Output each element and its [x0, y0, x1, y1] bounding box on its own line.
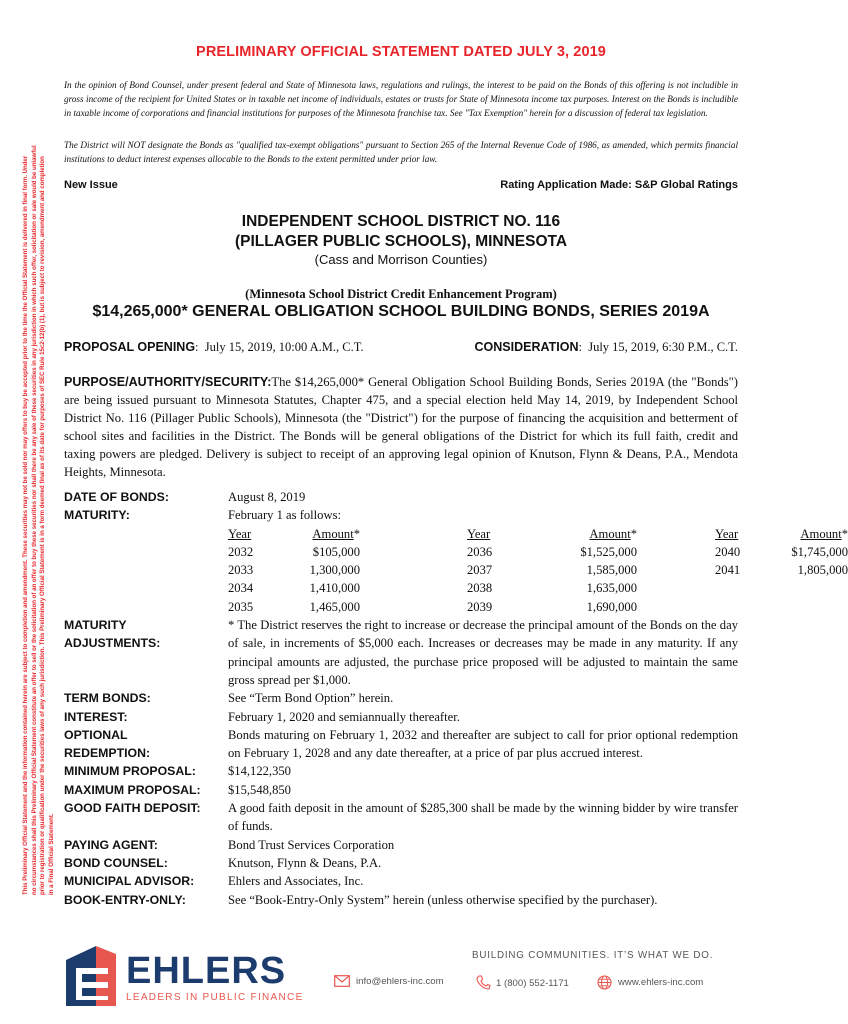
label-line: REDEMPTION:	[64, 746, 151, 761]
contact-phone[interactable]	[476, 975, 569, 991]
term-value: Knutson, Flynn & Deans, P.A.	[228, 855, 382, 870]
maturity-amount	[760, 579, 848, 597]
designation-paragraph: The District will NOT designate the Bonds as "qualified tax-exempt obligations" pursuant to Section 265 of the Internal Revenue Code of 1986, as amended, which permits financial institutions to deduct interest expenses allocable to the Bonds to the extent permitted under prior law.	[64, 140, 738, 164]
purpose-text: The $14,265,000* General Obligation School Building Bonds, Series 2019A (the "Bonds") are being issued pursuant to Minnesota Statutes, Chapter 475, and a special election held May 14, 2019, by Independent School District No. 116 (Pillager Public Schools), Minnesota (the "District") for the purpose of financing the acquisition and betterment of school sites and facilities in the District. The Bonds will be general obligations of the District for which its full faith, credit and taxing powers are pledged. Delivery is subject to receipt of an approving legal opinion of Knutson, Flynn & Deans, P.A., Mendota Heights, Minnesota.	[64, 375, 738, 479]
term-label: BOOK-ENTRY-ONLY:	[64, 892, 186, 907]
building-logo-icon	[64, 944, 122, 1006]
term-label: DATE OF BONDS:	[64, 490, 169, 504]
spacer	[360, 543, 467, 561]
term-label	[64, 616, 228, 689]
consideration-label: CONSIDERATION	[474, 340, 579, 354]
maturity-header-cell: Amount*	[589, 526, 637, 541]
issue-rating-row	[64, 179, 738, 191]
maturity-header-cell: Amount*	[312, 526, 360, 541]
maturity-header-cell	[715, 525, 760, 543]
globe-icon	[597, 975, 612, 990]
maturity-year-header: Year	[467, 526, 491, 541]
maturity-year: 2035	[228, 599, 254, 614]
disclaimer-line: no circumstances shall this Preliminary Official Statement constitute an offer to sell or the solicitation of an offer to buy these securities nor shall there be any sale of these securities in any jurisdiction in which such offer, solicitation or sale would be unlawful	[30, 145, 38, 895]
purpose-label: PURPOSE/AUTHORITY/SECURITY:	[64, 375, 272, 389]
term-row	[64, 854, 738, 872]
maturity-table	[228, 525, 848, 616]
term-label: PAYING AGENT:	[64, 837, 158, 852]
consideration: CONSIDERATION: July 15, 2019, 6:30 P.M., C.T.	[474, 340, 738, 354]
term-row	[64, 708, 738, 726]
slogan: BUILDING COMMUNITIES. IT’S WHAT WE DO.	[472, 950, 714, 961]
term-label: MATURITY:	[64, 508, 130, 523]
disclaimer-line: prior to registration or qualification under the securities laws of any such jurisdiction. This Preliminary Official Statement is in a form deemed final as of its date for purposes of SEC Rule 15c2-12(b) (1), but is subject to revision, amendment and completion	[39, 156, 47, 895]
maturity-amount: 1,805,000	[797, 563, 848, 578]
term-row	[64, 799, 738, 836]
term-value: * The District reserves the right to increase or decrease the principal amount of the Bonds on the day of sale, in increments of $5,000 each. Increases or decreases may be made in any maturity. If any principal amounts are adjusted, the purchase price proposed will be adjusted to maintain the same gross spread per $1,000.	[228, 618, 738, 687]
term-value: A good faith deposit in the amount of $285,300 shall be made by the winning bidder by wire transfer of funds.	[228, 801, 738, 834]
maturity-year: 2034	[228, 581, 254, 596]
maturity-amount: 1,585,000	[586, 563, 637, 578]
disclaimer-line: This Preliminary Official Statement and the information contained herein are subject to completion and amendment. These securities may not be sold nor may offers to buy be accepted prior to the time the Official Statement is delivered in final form. Under	[22, 155, 29, 895]
term-value: $14,122,350	[228, 764, 291, 779]
label-line: MATURITY	[64, 618, 127, 633]
term-label: GOOD FAITH DEPOSIT:	[64, 801, 201, 816]
term-label: MINIMUM PROPOSAL:	[64, 764, 196, 779]
phone-icon	[476, 975, 490, 991]
consideration-value: July 15, 2019, 6:30 P.M., C.T.	[588, 340, 738, 354]
spacer	[360, 525, 467, 543]
spacer	[637, 561, 715, 579]
maturity-year: 2039	[467, 599, 493, 614]
maturity-amount	[760, 598, 848, 616]
maturity-amount-header: Amount	[800, 526, 842, 541]
term-label: MAXIMUM PROPOSAL:	[64, 782, 201, 797]
maturity-amount: 1,300,000	[309, 563, 360, 578]
maturity-header-cell	[467, 525, 522, 543]
term-value: Bond Trust Services Corporation	[228, 837, 395, 852]
term-value: Ehlers and Associates, Inc.	[228, 874, 364, 889]
term-value: See “Book-Entry-Only System” herein (unless otherwise specified by the purchaser).	[228, 892, 658, 907]
logo-wordmark: EHLERS	[126, 950, 287, 992]
spacer	[360, 579, 467, 597]
term-label: MUNICIPAL ADVISOR:	[64, 874, 195, 889]
spacer	[637, 543, 715, 561]
term-row	[64, 891, 738, 909]
spacer	[637, 525, 715, 543]
contact-website[interactable]	[597, 975, 703, 990]
sale-schedule	[64, 340, 738, 355]
proposal-opening-value: July 15, 2019, 10:00 A.M., C.T.	[204, 340, 364, 354]
term-value: February 1 as follows:	[228, 508, 341, 523]
term-label: INTEREST:	[64, 709, 128, 724]
term-row	[64, 506, 738, 524]
term-row	[64, 689, 738, 707]
maturity-year: 2037	[467, 563, 493, 578]
issuer-counties: (Cass and Morrison Counties)	[314, 252, 488, 267]
maturity-year	[715, 579, 760, 597]
maturity-year	[715, 598, 760, 616]
maturity-amount-header: Amount	[312, 526, 354, 541]
term-row	[64, 616, 738, 689]
maturity-year: 2041	[715, 563, 741, 578]
ehlers-logo	[64, 938, 304, 1010]
term-row	[64, 781, 738, 799]
disclaimer-line: in a Final Official Statement.	[47, 813, 55, 895]
spacer	[360, 598, 467, 616]
maturity-year: 2040	[715, 544, 741, 559]
website-link[interactable]: www.ehlers-inc.com	[618, 977, 704, 988]
program-name: (Minnesota School District Credit Enhancement Program)	[245, 287, 557, 301]
maturity-header-cell: Amount*	[800, 526, 848, 541]
maturity-amount: $1,525,000	[580, 544, 637, 559]
term-row	[64, 726, 738, 763]
spacer	[637, 598, 715, 616]
proposal-opening: PROPOSAL OPENING: July 15, 2019, 10:00 A.M., C.T.	[64, 340, 364, 354]
bond-terms	[64, 488, 848, 909]
term-row	[64, 836, 738, 854]
proposal-opening-label: PROPOSAL OPENING	[64, 340, 196, 354]
term-row	[64, 488, 738, 506]
term-label: TERM BONDS:	[64, 691, 151, 706]
email-link[interactable]: info@ehlers-inc.com	[356, 975, 444, 987]
envelope-icon	[334, 975, 350, 987]
maturity-amount: $1,745,000	[791, 544, 848, 559]
maturity-year: 2036	[467, 544, 493, 559]
tax-opinion-paragraph: In the opinion of Bond Counsel, under present federal and State of Minnesota laws, regulations and rulings, the interest to be paid on the Bonds of this offering is not includible in gross income of the recipient for United States or in taxable net income of individuals, estates or trusts for State of Minnesota income tax purposes. Interest on the Bonds is includible in taxable income of corporations and financial institutions for purposes of the Minnesota franchise tax. See "Tax Exemption" herein for a discussion of federal tax legislation.	[64, 80, 738, 118]
term-value: August 8, 2019	[228, 490, 306, 504]
issuer-name: INDEPENDENT SCHOOL DISTRICT NO. 116	[241, 213, 561, 230]
maturity-amount: 1,635,000	[586, 581, 637, 596]
issuer-subname: (PILLAGER PUBLIC SCHOOLS), MINNESOTA	[234, 233, 568, 250]
term-value: $15,548,850	[228, 782, 291, 797]
bond-title: $14,265,000* GENERAL OBLIGATION SCHOOL BUILDING BONDS, SERIES 2019A	[92, 303, 710, 320]
phone-number[interactable]: 1 (800) 552-1171	[496, 977, 569, 989]
maturity-amount-header: Amount	[589, 526, 631, 541]
footer	[0, 930, 770, 1024]
disclaimer-text	[22, 45, 56, 895]
rating-note: Rating Application Made: S&P Global Ratings	[500, 179, 738, 191]
term-value: See “Term Bond Option” herein.	[228, 691, 394, 706]
label-line: OPTIONAL	[64, 727, 128, 742]
spacer	[637, 579, 715, 597]
maturity-year: 2038	[467, 581, 493, 596]
label-line: ADJUSTMENTS:	[64, 636, 161, 651]
logo-tagline: LEADERS IN PUBLIC FINANCE	[126, 992, 304, 1003]
spacer	[360, 561, 467, 579]
issue-type: New Issue	[64, 179, 118, 191]
preliminary-title: PRELIMINARY OFFICIAL STATEMENT DATED JULY 3, 2019	[196, 44, 606, 60]
contact-email[interactable]	[334, 975, 444, 987]
term-label	[64, 726, 228, 763]
term-value: February 1, 2020 and semiannually thereafter.	[228, 709, 460, 724]
maturity-year: 2032	[228, 544, 254, 559]
maturity-header-cell	[228, 525, 273, 543]
maturity-amount: $105,000	[312, 544, 360, 559]
maturity-year-header: Year	[228, 526, 252, 541]
purpose-paragraph	[64, 373, 738, 481]
maturity-amount: 1,465,000	[309, 599, 360, 614]
maturity-year: 2033	[228, 563, 254, 578]
maturity-amount: 1,410,000	[309, 581, 360, 596]
term-label: BOND COUNSEL:	[64, 855, 168, 870]
maturity-amount: 1,690,000	[586, 599, 637, 614]
term-value: Bonds maturing on February 1, 2032 and thereafter are subject to call for prior optional redemption on February 1, 2028 and any date thereafter, at a price of par plus accrued interest.	[228, 727, 738, 761]
maturity-year-header: Year	[715, 526, 739, 541]
term-row	[64, 872, 738, 890]
term-row	[64, 762, 738, 780]
vertical-disclaimer	[0, 0, 62, 900]
